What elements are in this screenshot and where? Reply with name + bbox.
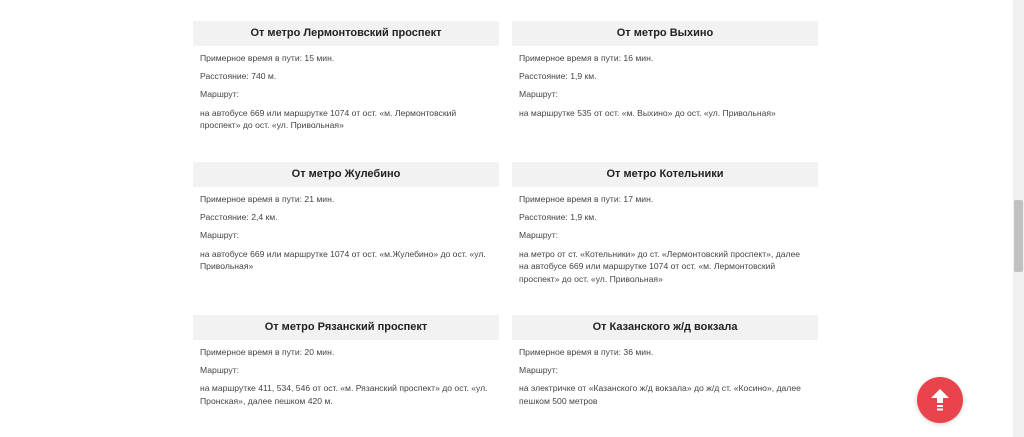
route-card-lermontovsky	[193, 21, 499, 137]
card-title: От Казанского ж/д вокзала	[512, 315, 818, 340]
route-label: Маршрут:	[519, 89, 559, 100]
scrollbar-thumb[interactable]	[1014, 200, 1023, 272]
route-label: Маршрут:	[200, 230, 240, 241]
card-title: От метро Рязанский проспект	[193, 315, 499, 340]
travel-time: Примерное время в пути: 16 мин.	[519, 53, 654, 63]
card-body	[193, 340, 499, 408]
distance: Расстояние: 740 м.	[200, 71, 277, 82]
route-label: Маршрут:	[519, 230, 559, 241]
distance: Расстояние: 1,9 км.	[519, 71, 597, 82]
route-label: Маршрут:	[200, 89, 240, 100]
route-description: на метро от ст. «Котельники» до ст. «Лермонтовский проспект», далее на автобусе 669 или маршрутке 1074 от ост. «м. Лермонтовский проспект» до ост. «ул. Привольная»	[519, 248, 801, 284]
card-body	[193, 46, 499, 132]
card-body	[512, 46, 818, 119]
scroll-to-top-button[interactable]	[917, 377, 963, 423]
travel-time: Примерное время в пути: 15 мин.	[200, 53, 335, 63]
distance: Расстояние: 2,4 км.	[200, 212, 278, 223]
route-label: Маршрут:	[200, 365, 240, 376]
card-title: От метро Лермонтовский проспект	[193, 21, 499, 46]
route-card-zhulebino	[193, 162, 499, 278]
route-card-ryazansky	[193, 315, 499, 413]
card-title: От метро Выхино	[512, 21, 818, 46]
route-card-vykhino	[512, 21, 818, 125]
card-title: От метро Жулебино	[193, 162, 499, 187]
route-description: на маршрутке 535 от ост. «м. Выхино» до ост. «ул. Привольная»	[519, 107, 776, 118]
route-description: на автобусе 669 или маршрутке 1074 от ост. «м. Лермонтовский проспект» до ост. «ул. Привольная»	[200, 107, 457, 131]
card-body	[193, 187, 499, 273]
travel-time: Примерное время в пути: 17 мин.	[519, 194, 654, 204]
travel-time: Примерное время в пути: 20 мин.	[200, 347, 335, 357]
card-body	[512, 340, 818, 408]
route-description: на маршрутке 411, 534, 546 от ост. «м. Рязанский проспект» до ост. «ул. Пронская», далее пешком 420 м.	[200, 383, 488, 406]
route-card-kazansky	[512, 315, 818, 413]
card-title: От метро Котельники	[512, 162, 818, 187]
route-description: на автобусе 669 или маршрутке 1074 от ост. «м.Жулебино» до ост. «ул. Привольная»	[200, 248, 486, 272]
route-card-kotelniki	[512, 162, 818, 291]
arrow-up-icon	[931, 389, 949, 411]
travel-time: Примерное время в пути: 21 мин.	[200, 194, 335, 204]
route-description: на электричке от «Казанского ж/д вокзала» до ж/д ст. «Косино», далее пешком 500 метров	[519, 383, 801, 406]
route-label: Маршрут:	[519, 365, 559, 376]
card-body	[512, 187, 818, 285]
travel-time: Примерное время в пути: 36 мин.	[519, 347, 654, 357]
page-scrollbar[interactable]	[1013, 0, 1024, 437]
distance: Расстояние: 1,9 км.	[519, 212, 597, 223]
